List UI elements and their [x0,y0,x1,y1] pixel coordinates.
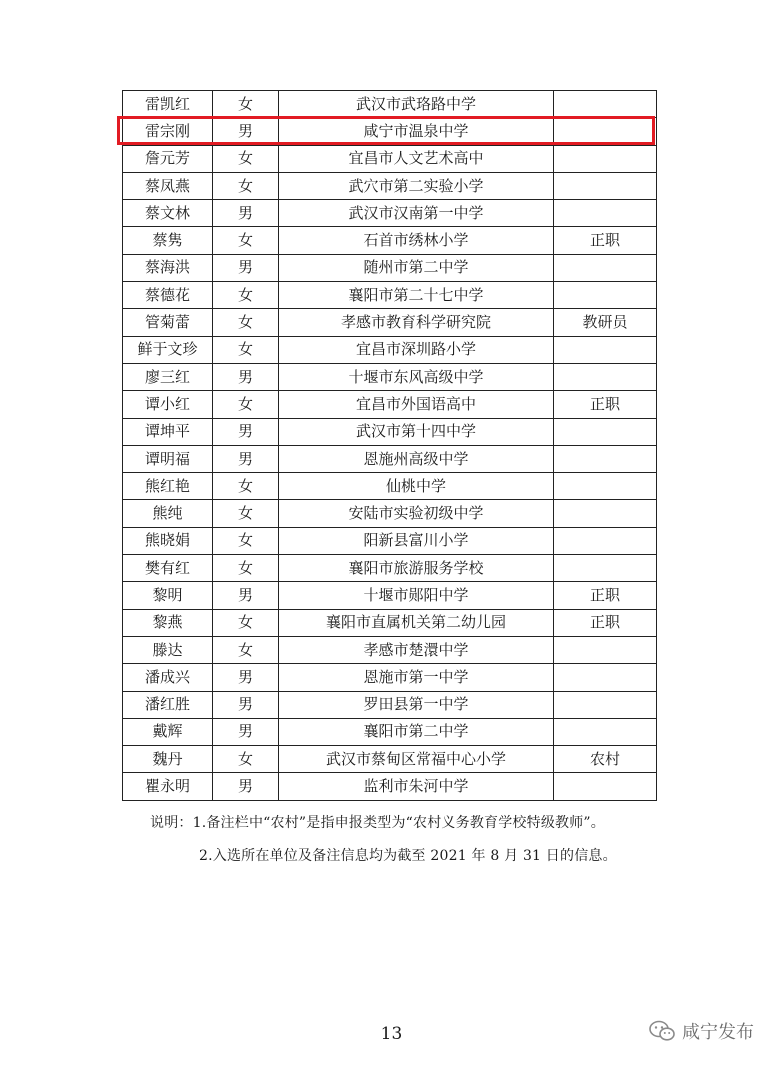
school-cell: 石首市绣林小学 [279,227,554,254]
school-cell: 恩施州高级中学 [279,445,554,472]
table-row [123,636,657,663]
name-cell: 蔡文林 [123,200,213,227]
gender-cell: 男 [213,363,279,390]
table-row [123,172,657,199]
school-cell: 襄阳市直属机关第二幼儿园 [279,609,554,636]
gender-cell: 女 [213,172,279,199]
table-row [123,664,657,691]
name-cell: 熊纯 [123,500,213,527]
wechat-icon [648,1019,676,1043]
name-cell: 熊红艳 [123,473,213,500]
gender-cell: 女 [213,391,279,418]
gender-cell: 女 [213,746,279,773]
table-row [123,555,657,582]
name-cell: 雷凯红 [123,91,213,118]
name-cell: 黎明 [123,582,213,609]
footnote-line-1: 说明：1.备注栏中“农村”是指申报类型为“农村义务教育学校特级教师”。 [150,815,605,831]
table-row [123,227,657,254]
watermark [648,1018,754,1044]
table-row [123,527,657,554]
school-cell: 十堰市郧阳中学 [279,582,554,609]
note-cell [554,200,657,227]
note-cell [554,91,657,118]
table-row [123,473,657,500]
school-cell: 襄阳市第二中学 [279,718,554,745]
table-row [123,145,657,172]
note-cell [554,555,657,582]
note-cell [554,118,657,145]
gender-cell: 女 [213,527,279,554]
name-cell: 潘成兴 [123,664,213,691]
school-cell: 罗田县第一中学 [279,691,554,718]
school-cell: 十堰市东风高级中学 [279,363,554,390]
gender-cell: 女 [213,282,279,309]
note-cell [554,445,657,472]
school-cell: 宜昌市人文艺术高中 [279,145,554,172]
name-cell: 樊有红 [123,555,213,582]
note-cell [554,500,657,527]
note-cell [554,363,657,390]
school-cell: 安陆市实验初级中学 [279,500,554,527]
name-cell: 蔡海洪 [123,254,213,281]
table-row [123,254,657,281]
school-cell: 孝感市楚澴中学 [279,636,554,663]
gender-cell: 女 [213,336,279,363]
table-row [123,200,657,227]
school-cell: 孝感市教育科学研究院 [279,309,554,336]
gender-cell: 女 [213,636,279,663]
table-row [123,309,657,336]
table-row [123,363,657,390]
gender-cell: 男 [213,582,279,609]
note-cell [554,636,657,663]
name-cell: 廖三红 [123,363,213,390]
roster-body [123,91,657,801]
name-cell: 鲜于文珍 [123,336,213,363]
table-row [123,500,657,527]
gender-cell: 男 [213,718,279,745]
school-cell: 武汉市汉南第一中学 [279,200,554,227]
gender-cell: 男 [213,773,279,800]
table-row [123,91,657,118]
table-row [123,282,657,309]
gender-cell: 女 [213,473,279,500]
table-row [123,418,657,445]
note-cell: 正职 [554,391,657,418]
note-cell [554,336,657,363]
note-cell: 农村 [554,746,657,773]
table-row [123,336,657,363]
school-cell: 随州市第二中学 [279,254,554,281]
note-cell: 正职 [554,609,657,636]
note-cell [554,282,657,309]
gender-cell: 男 [213,254,279,281]
school-cell: 武汉市第十四中学 [279,418,554,445]
table-row [123,118,657,145]
school-cell: 恩施市第一中学 [279,664,554,691]
gender-cell: 女 [213,91,279,118]
table-row [123,718,657,745]
name-cell: 蔡凤燕 [123,172,213,199]
table-row [123,746,657,773]
note-cell [554,172,657,199]
note-cell [554,691,657,718]
name-cell: 熊晓娟 [123,527,213,554]
school-cell: 阳新县富川小学 [279,527,554,554]
gender-cell: 女 [213,227,279,254]
gender-cell: 男 [213,664,279,691]
table-row [123,691,657,718]
name-cell: 滕达 [123,636,213,663]
page-number: 13 [380,1024,403,1044]
school-cell: 宜昌市深圳路小学 [279,336,554,363]
gender-cell: 女 [213,609,279,636]
name-cell: 潘红胜 [123,691,213,718]
school-cell: 武穴市第二实验小学 [279,172,554,199]
name-cell: 谭明福 [123,445,213,472]
note-cell: 教研员 [554,309,657,336]
note-cell [554,718,657,745]
name-cell: 蔡隽 [123,227,213,254]
name-cell: 戴辉 [123,718,213,745]
note-cell [554,473,657,500]
note-cell: 正职 [554,582,657,609]
school-cell: 宜昌市外国语高中 [279,391,554,418]
name-cell: 管菊蕾 [123,309,213,336]
note-cell [554,664,657,691]
note-cell [554,254,657,281]
name-cell: 瞿永明 [123,773,213,800]
name-cell: 谭小红 [123,391,213,418]
school-cell: 武汉市武珞路中学 [279,91,554,118]
name-cell: 黎燕 [123,609,213,636]
name-cell: 魏丹 [123,746,213,773]
school-cell: 仙桃中学 [279,473,554,500]
table-row [123,609,657,636]
footnote-line-2: 2.入选所在单位及备注信息均为截至 2021 年 8 月 31 日的信息。 [199,848,617,864]
note-cell [554,773,657,800]
table-row [123,773,657,800]
school-cell: 武汉市蔡甸区常福中心小学 [279,746,554,773]
gender-cell: 男 [213,418,279,445]
school-cell: 监利市朱河中学 [279,773,554,800]
table-row [123,582,657,609]
note-cell [554,527,657,554]
name-cell: 雷宗刚 [123,118,213,145]
name-cell: 谭坤平 [123,418,213,445]
watermark-text: 咸宁发布 [682,1022,754,1043]
school-cell: 襄阳市第二十七中学 [279,282,554,309]
name-cell: 蔡德花 [123,282,213,309]
teacher-roster-table [122,90,657,801]
gender-cell: 女 [213,500,279,527]
gender-cell: 男 [213,445,279,472]
name-cell: 詹元芳 [123,145,213,172]
gender-cell: 男 [213,691,279,718]
gender-cell: 女 [213,309,279,336]
note-cell [554,145,657,172]
note-cell: 正职 [554,227,657,254]
table-row [123,445,657,472]
table-row [123,391,657,418]
school-cell: 咸宁市温泉中学 [279,118,554,145]
school-cell: 襄阳市旅游服务学校 [279,555,554,582]
gender-cell: 女 [213,555,279,582]
gender-cell: 男 [213,118,279,145]
note-cell [554,418,657,445]
gender-cell: 男 [213,200,279,227]
gender-cell: 女 [213,145,279,172]
